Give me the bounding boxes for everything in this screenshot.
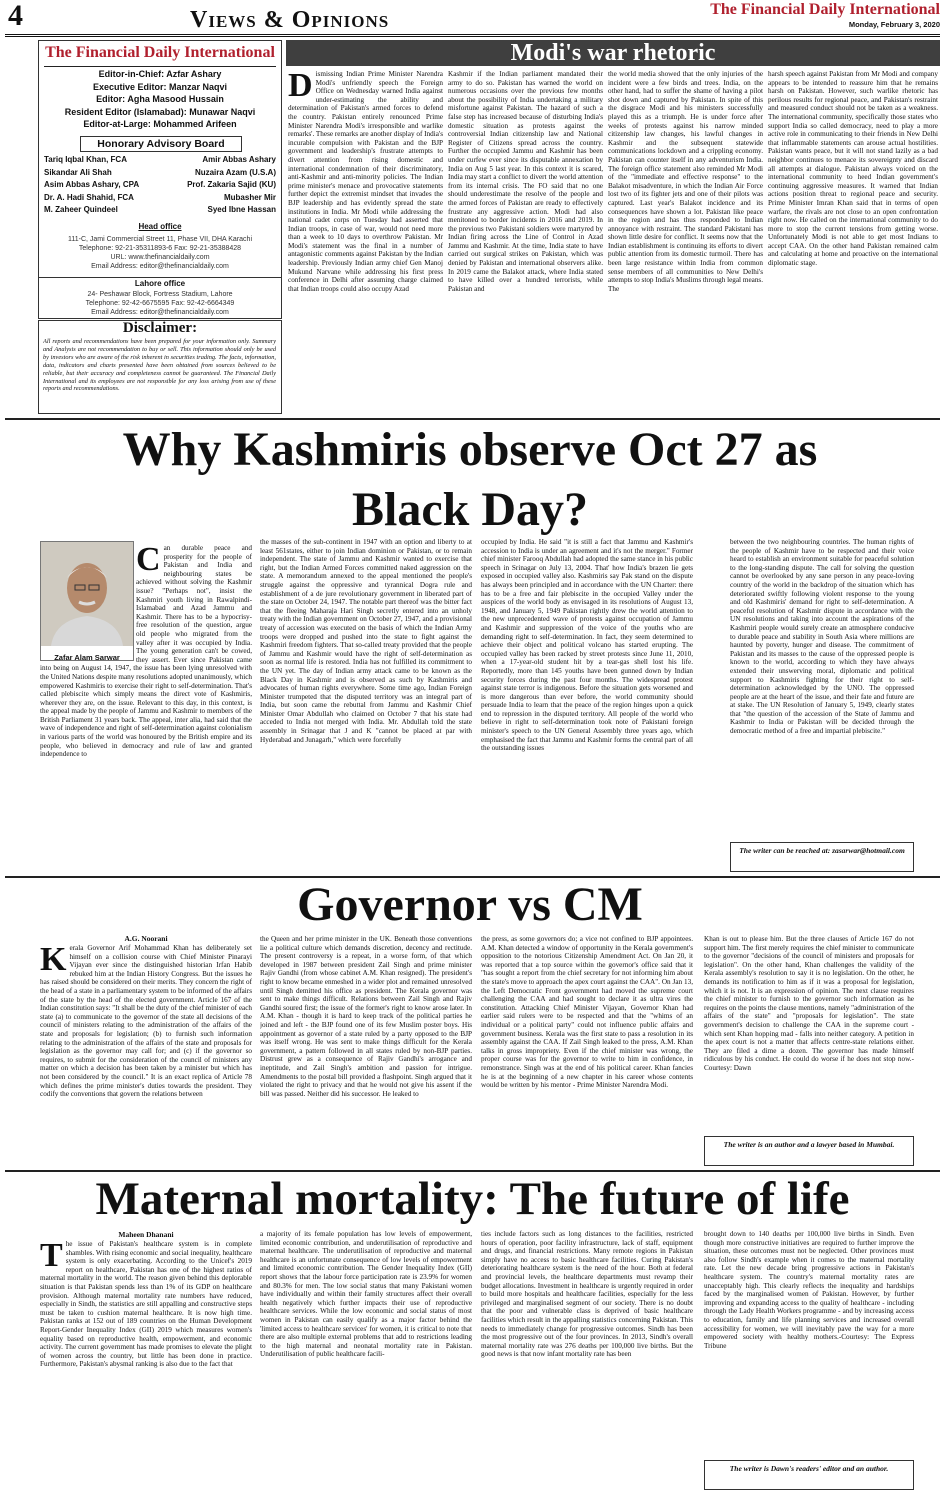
editor-line: Editor-in-Chief: Azfar Ashary <box>98 69 222 79</box>
article3-column-4: brought down to 140 deaths per 100,000 live births in Sindh. Even though more constructive initiatives are required to further improve the situation, these outcomes must not be neglected. Other provinces must also follow Sindh's example when it comes to the maternal mortality rate. Let the new decade bring progressive actions in Pakistan's healthcare system. The country's maternal mortality rates are unacceptably high. This clearly reflects the inequality and hardships faced by the marginalised women of Pakistan. However, by further improving and expanding access to the quality of healthcare - including through the Lady Health Workers programme - and by increasing access to education, family and life planning services and increased overall accessibility for women, we will inevitably pave the way for a more empowered society with healthy mothers.-Courtesy: The Express Tribune <box>704 1230 914 1350</box>
advisory-board-list <box>44 154 276 217</box>
article1-column-1 <box>40 544 252 871</box>
advisory-board-title: Honorary Advisory Board <box>80 136 242 152</box>
article1-text: an durable peace and prosperity for the people of Pakistan and India and neighbouring states be achieved without solving the Kashmir issue? "Perhaps not", insist the Kashmiri youth living in Rawalpindi-Islamabad and Azad Jammu and Kashmir. There has to be a hypocrisy-free resolution of the question, argue old people who migrated from the valley after it was occupied by India. The young generation can't be cowed, they assert. Ever since Pakistan came into being on August 14, 1947, the issue has been lying unresolved with the United Nations despite many resolutions adopted unanimously, which empowered Kashmiris to exercise their right to self-determination. That's called plebiscite which simply means the direct vote of Kashmiris, wherever they are, on the issue. Relevant to this day, in this context, is the appeal made by the people of Jammu and Kashmir to members of the British Parliament 31 years back. The appeal, inter alia, had said that the wave of independence and right of self-determination against colonialism in various parts of the world was honoured by the British empire and its people, who believed in democracy and rule of law and granted independence to <box>40 544 252 759</box>
sidebar-masthead: The Financial Daily International <box>45 44 275 61</box>
editorial-title: Modi's war rhetoric <box>510 40 716 66</box>
header-masthead: The Financial Daily International <box>710 1 940 18</box>
board-member: Asim Abbas Ashary, CPA <box>44 180 140 189</box>
board-member: Prof. Zakaria Sajid (KU) <box>187 180 276 189</box>
lahore-office-title: Lahore office <box>134 279 186 288</box>
article3-column-2: a majority of its female population has low levels of empowerment, limited economic contribution, and underutilisation of reproductive and maternal healthcare. The underutilisation of reproductive and maternal healthcare is an unfortunate consequence of low levels of empowerment and limited economic contribution. The Gender Inequality Index (GII) report shows that the labour force participation rate is 23.9% for women and 80.3% for men. The low social status that many Pakistani women have individually and within their family structures affect their overall health negatively which further impacts their use of reproductive healthcare services. While the low economic and social status of most women in Pakistan can easily qualify as a major factor behind the 'limited access to healthcare services' for women, it is critical to note that there are also multiple external problems that add to restrictions leading to the high maternal and neonatal mortality rate in Pakistan. Underutilisation of public healthcare facili- <box>260 1230 472 1359</box>
editorial-column-3: the world media showed that the only injuries of the incident were a few birds and trees. India, on the other hand, had to suffer the shame of having a pilot shot down and captured by Pakistan. In spite of this the disgrace Modi and his ministers successfully played this as a triumph. He is under force after weeks of protests against his narrow minded citizenship law changes, his lawful changes in Kashmir and the subsequent statewide communications lockdown and a crippling economy. Pakistan can counter itself in any adventurism India. The foreign office statement also reminded Mr Modi of the "immediate and effective response" to the Balakot misadventure, in which the Indian Air Force lost two of its fighter jets and one of their pilots was captured. Last year's Balakot incidence and its consequences have shown a lot. Pakistan like peace in the region and has thus responded to Indian annoyance with restraint. The standard Pakistani has shown little desire for conflict. It seems now that the Indian establishment is continuing its efforts to divert public attention from its domestic turmoil. There has been large resistance within India from common sense members of all communities to New Delhi's attempts to stop India's Muslims through legal means. The <box>608 70 763 293</box>
article1-column-4: between the two neighbouring countries. The human rights of the people of Kashmir have to be respected and their voice heard to establish an environment suitable for peaceful solution to the long-standing dispute. The call for solving the question cannot be overlooked by any sane person in any peace-loving country of the world in the backdrop of the situation which has deteriorated swiftly following violent response to the young and old Kashmiris' demand for right to self-determination. A peaceful resolution of Kashmir dispute in accordance with the UN resolutions and taking into account the aspirations of the Kashmiri people would surely create an atmosphere conducive to durable peace and stability in South Asia where millions are haunted by poverty, hunger and disease. The commitment of Pakistan and its masses to the cause of the oppressed people is known to the world, according to which they have always extended their unswerving moral, diplomatic and political support to Kashmiris fighting for their right to self-determination acknowledged by the UNO. The oppressed people are at the heart of the issue, and their fate and future are at stake. The UN Resolution of January 5, 1949, clearly states that "the question of the accession of the State of Jammu and Kashmir to India or Pakistan will be decided through the democratic method of a free and impartial plebiscite." <box>730 538 914 736</box>
address-line: 24- Peshawar Block, Fortress Stadium, Lahore <box>87 291 233 298</box>
lahore-office-address <box>40 290 280 317</box>
address-line: Email Address: editor@thefinancialdaily.com <box>91 309 229 316</box>
article3-writer-note: The writer is Dawn's readers' editor and an author. <box>704 1460 914 1490</box>
article3-text: he issue of Pakistan's healthcare system is in complete shambles. With rising economic and social inequality, healthcare system is only exacerbating. According to the Unicef's 2019 report on healthcare, Pakistan has one of the highest ratios of maternal mortality in the world. The reason given behind this deplorable situation is that Pakistan spends less than 1% of its GDP on healthcare provision. Although maternal mortality rate numbers have reduced, especially in Sindh, the statistics are still appalling and constructive steps must be taken to cushion maternal healthcare. It is now high time. Pakistan ranks at 152 out of 189 countries on the Human Development Report-Gender Inequality Index (GII) 2019 which measures women's equality based on reproductive health, empowerment, and economic activity. The current government has made promises to elevate the plight of women across the country, but little has been done in practice. Furthermore, Pakistan's abysmal ranking is also due to the fact that <box>40 1240 252 1369</box>
article1-writer-note: The writer can be reached at: zasarwar@hotmail.com <box>730 842 914 872</box>
head-office-title: Head office <box>138 222 182 231</box>
article1-column-3: occupied by India. He said "it is still a fact that Jammu and Kashmir's accession to India is under an agreement and it's not the merger." Former chief minister Farooq Abdullah had adopted the same stance in his public speech in Srinagar on July 13, 2004. That' how India's brazen lie gets exposed in occupied valley also. Kashmiris say Pak stand on the dispute has always been principled and in accordance with the UN Charter: there has to be a free and fair plebiscite in the occupied Valley under the auspices of the world body as envisaged in its resolutions of August 13, 1948, and January 5, 1949 Pakistan rightly drew the world attention to the new unprecedented wave of protests against occupation of Jammu and Kashmir and suppression of the voice of the youths who are demanding right to self-determination. In fact, they seem determined to achieve their object and political volcano has started erupting. The occupied valley has been racked by street protests since June 11, 2010, when a 17-year-old student hit by a tear-gas shell lost his life. Reportedly, more than 145 youths have been gunned down by Indian security forces during the past four months. The widespread protest against state terror is indigenous. Before the situation gets worsened and is more dangerous than ever before, the world community should persuade India to learn that the peace of the region hinges upon a quick end to repression in the disputed territory. All people of the world who believe in right to self-determination took note of Pakistani foreign minister's speech to the UN General Assembly three years ago, which emphasised the fact that Jammu and Kashmir forms the central part of all the outstanding issues <box>481 538 693 753</box>
board-row <box>44 204 276 217</box>
editorial-column-4: harsh speech against Pakistan from Mr Modi and company appears to be intended to reassure him that he remains harsh on Pakistan. However, such warlike rhetoric has perilous results for regional peace, and Pakistan's restraint and measured conduct should not be taken as a weakness. The international community, specifically those states who support India so called democracy, need to play a more active role in communicating to their friends in New Delhi that inflammable statements can arouse actual hostilities. Pakistan wants peace, but it will not stand lazily as a bad neighbor continues to menace its sovereignty and discard all attempts at dialogue. Pakistan always voiced on the international community to heed Indian government's continuing aggressive measures. It warned that Indian actions position threat to regional peace and security. Prime Minister Imran Khan said that in terms of open warfare, the rivals are not close to an open confrontation right now. He called on the international community to do more to stop the current tensions from getting worse. Unfortunately Modi is not able to get most Indians to accept CAA. On the other hand Pakistan remained calm and calculating at home and proactive on the international diplomatic stage. <box>768 70 938 268</box>
drop-cap: T <box>40 1240 63 1274</box>
address-line: Email Address: editor@thefinancialdaily.com <box>91 263 229 270</box>
photo-spacer <box>40 544 136 664</box>
board-member: M. Zaheer Quindeel <box>44 205 118 214</box>
article2-title: Governor vs CM <box>297 878 643 931</box>
author-caption: Zafar Alam Sarwar <box>54 653 120 662</box>
board-member: Dr. A. Hadi Shahid, FCA <box>44 192 134 202</box>
board-member: Mubasher Mir <box>223 192 276 202</box>
editor-line: Resident Editor (Islamabad): Munawar Naqvi <box>64 106 256 117</box>
address-line: 111-C, Jami Commercial Street 11, Phase VII, DHA Karachi <box>67 236 252 243</box>
editor-line: Editor: Agha Masood Hussain <box>96 94 224 105</box>
board-member: Tariq Iqbal Khan, FCA <box>44 155 127 164</box>
sidebar-rule <box>44 66 276 67</box>
board-member: Sikandar Ali Shah <box>44 167 112 177</box>
article3-column-3: ties include factors such as long distances to the facilities, restricted hours of operation, poor facility infrastructure, lack of staff, equipment and drugs, and financial restrictions. Many remote regions in Pakistan simply have no access to basic healthcare facilities. Curing Pakistan's deteriorating healthcare system is the need of the hour. Both at federal and provincial levels, the healthcare departments must revamp their budget allocations. Investment in healthcare is urgently required in order to build more hospitals and healthcare facilities, especially for the less privileged and marginalised segment of our society. There is no doubt that the poor and vulnerable class is deprived of basic healthcare facilities which result in the appalling statistics concerning Pakistan. This needs to immediately change for progressive outcomes. Sindh has been the most progressive out of the four provinces. In 2013, Sindh's overall maternal mortality rate was 276 deaths per 100,000 live births. But the good news is that now infant mortality rate has been <box>481 1230 693 1359</box>
article1-column-2: the masses of the sub-continent in 1947 with an option and liberty to at least 561states, either to join Indian dominion or Pakistan, or to remain independent. The state of Jammu and Kashmir wanted to exercise that right, but the Indian Armed Forces committed naked aggression on the state. A memorandum annexed to the appeal mentioned the people's struggle against the oppressive and tyrannical Dogra rule and establishment of a de jure revolutionary government in liberated part of the state on October 24, 1947. The notable part thereof was the bitter fact that the fleeing Maharaja Hari Singh secretly entered into an unholy treaty with the Indian government on October 27, 1947, and a provisional treaty of accession was executed on the basis of which the Indian Army troops were dropped and pushed into the state to fight against the Kashmiri freedom fighters. That so-called treaty provided that the people of Jammu and Kashmir would have the right of self-determination as soon as normal life is restored. India has not fulfilled its commitment to the UN yet. The day of Indian army attack came to be known as the Black Day in Kashmir and is observed as such by Kashmiris and advocates of human rights everywhere. Some time ago, Indian Foreign Minister trumpeted that the disputed territory was an integral part of India, but soon came the rebuttal from Jammu and Kashmir Chief Minister Omar Abdullah who claimed on October 7 that his state had acceded to India not merged with India. Mr. Abdullah told the state assembly in Srinagar that J and K "cannot be placed at par with Hyderabad and Junagarh," which were forcefully <box>260 538 472 744</box>
disclaimer-title: Disclaimer: <box>122 320 198 336</box>
section-title: Views & Opinions <box>190 7 390 33</box>
article2-column-2: the Queen and her prime minister in the UK. Beneath those conventions lie a political culture which demands discretion, decency and rectitude. The present controversy is a repeat, in a worse form, of that which developed in 1987 between president Zail Singh and prime minister Rajiv Gandhi (from whose cabinet A.M. Khan resigned). The president's right to know became enmeshed in a wider plot and remained unresolved until Singh demitted his office as president. The Kerala governor was sent to make things difficult. Relations between Zail Singh and Rajiv Gandhi soured first; the issue of the former's right to know arose later. In A.M. Khan - though it is hard to keep track of the political parties he joined and left - the BJP found one of its few Muslim poster boys. His appointment as governor of a state ruled by a party opposed to the BJP was itself wrong. He was sent to make things difficult for the Kerala government, a pattern followed in all states ruled by non-BJP parties. Distrust grew as a consequence of Rajiv Gandhi's arrogance and ineptitude, and Zail Singh's ambition and passion for intrigue. Amendments to the postal bill provided a flashpoint. Singh argued that it violated the right to privacy and that he would not give his assent if the bill was passed. Neither did his successor. He leaked to <box>260 935 472 1098</box>
drop-cap: C <box>136 544 161 578</box>
editor-line: Executive Editor: Manzar Naqvi <box>92 81 228 92</box>
disclaimer-text: All reports and recommendations have been prepared for your information only. Summary and Analysis are not recommendation to buy or sell. This information should only be used by investors who are aware of the risk inherent in securities trading. The facts, information, data, indicators and charts presented have been obtained from sources believed to be reliable, but their accuracy and completeness cannot be guaranteed. The Financial Daily International and its employees are not responsible for any loss arising from use of these reports and recommendations. <box>43 338 276 393</box>
article2-column-3: the press, as some governors do; a vice not confined to BJP appointees. A.M. Khan detected a window of opportunity in the Kerala government's opposition to the notorious Citizenship Amendment Act. On Jan 20, it was reported that a top source within the governor's office said that it "has sought a report from the chief secretary for not informing him about the state's move to approach the apex court against the CAA". On Jan 13, the Left Democratic Front government had moved the supreme court challenging the CAA and had sought to declare it as ultra vires the constitution. Attacking Chief Minister Vijayan, Governor Khan had earlier said rulers were to be respected and that the "whims of an individual or a political party" could not influence public affairs and government business. Kerala was the first state to pass a resolution in its assembly against the CAA. If Zail Singh leaked to the press, A.M. Khan talks in gross impropriety. Even if the chief minister was wrong, the proper course was for the governor to write to him in confidence, in remonstrance. Singh was at the end of his political career. Khan fancies he is at the beginning of a new chapter in his career whose contents would be written by his mentor - Prime Minister Narendra Modi. <box>481 935 693 1090</box>
board-row <box>44 154 276 167</box>
editorial-text: ismissing Indian Prime Minister Narendra Modi's unfriendly speech the Foreign Office on Wednesday warned India against under-estimating the ability and determination of Pakistan's armed forces to defend the country. Pakistan entirely renounced Prime Minister Narendra Modi's irresponsible and warlike remarks'. These remarks are another display of India's incurable compulsion with Pakistan and the BJP government and leadership's frustrate attempts to divert attention from rising domestic and international condemnation of their discriminatory, anti-Kashmir and anti-minority policies. The Indian prime minister's menace and provocative statements further depict the extremist mindset that invades the BJP leadership and has evidently spread the state institutions in India. Mr Modi while addressing the national cadet corps on Tuesday had asserted that Indian troops, in case of war, would not need more than a week to 10 days to overthrow Pakistan. Mr Modi's statement was the final in a number of antagonistic comments against Pakistan by the Indian leadership. Previously Indian army chief Gen Manoj Mukund Narvane while addressing his first press conference in Delhi after assuming charge claimed that Indian troops could also occupy Azad <box>288 70 443 293</box>
address-line: URL: www.thefinancialdaily.com <box>110 254 210 261</box>
editorial-column-1 <box>288 70 443 414</box>
board-member: Amir Abbas Ashary <box>202 155 276 164</box>
article3-column-1 <box>40 1240 252 1490</box>
board-row <box>44 192 276 205</box>
board-member: Syed Ibne Hassan <box>207 205 276 214</box>
article1-title: Why Kashmiris observe Oct 27 as Black Day? <box>122 423 818 536</box>
article2-text: erala Governor Arif Mohammad Khan has deliberately set himself on a collision course with Chief Minister Pinarayi Vijayan ever since the distinguished historian Irfan Habib rebuked him at the Indian History Congress. But the issues he has raised should be considered on their merits. They concern the right of the head of a state in a parliamentary system to be informed of the affairs of the state by the head of the elected government. Article 167 of the Indian constitution says: "It shall be the duty of the chief minister of each state (a) to communicate to the governor of the state all decisions of the council of ministers relating to the administration of the affairs of the state and proposals for legislation; (b) to furnish such information relating to the administration of the affairs of the state and proposals for legislation as the governor may call for; and (c) if the governor so requires, to submit for the consideration of the council of ministers any matter on which a decision has been taken by a minister but which has not been considered by the council." It is an exact replica of Article 78 which defines the prime minister's duties towards the president. They codify the conventions that govern the relations between <box>40 944 252 1099</box>
board-row <box>44 179 276 192</box>
article2-column-1 <box>40 944 252 1166</box>
head-office-address <box>40 235 280 271</box>
address-line: Telephone: 92-42-6675595 Fax: 92-42-6664349 <box>85 300 235 307</box>
article2-column-4: Khan is out to please him. But the three clauses of Article 167 do not support him. The first merely requires the chief minister to communicate to the governor "decisions of the council of ministers and proposals for legislation". On the other hand, Khan challenges the validity of the Kerala assembly's resolution to say it is no legislation. On the other, he demands its notification to him as if it was a proposal for legislation, which it is not. It is an expression of opinion. The next clause requires the chief minister to furnish to the governor such information as he requires on the points the clause mentions, namely "administration of the affairs of the state" and "proposals for legislation". The state government's decision to challenge the CAA in the supreme court - which sent Khan hopping mad - falls into neither category. A petition in the apex court is not a matter that affects centre-state relations either. They are filed a dime a dozen. The governor has made himself ridiculous by his conduct. He could do worse if he does not stop now.-Courtesy: Dawn <box>704 935 914 1072</box>
board-member: Nuzaira Azam (U.S.A) <box>194 167 276 177</box>
board-row <box>44 167 276 180</box>
article2-writer-note: The writer is an author and a lawyer based in Mumbai. <box>704 1136 914 1166</box>
article2-byline: A.G. Noorani <box>124 934 168 943</box>
header-rule <box>5 34 940 37</box>
editor-line: Editor-at-Large: Mohammed Arifeen <box>83 119 237 130</box>
article3-byline: Maheen Dhanani <box>118 1230 174 1239</box>
sidebar-editors <box>40 68 280 131</box>
page-number: 4 <box>8 0 23 32</box>
drop-cap: D <box>288 70 313 104</box>
address-line: Telephone: 92-21-35311893-6 Fax: 92-21-35388428 <box>78 245 242 252</box>
header-date: Monday, February 3, 2020 <box>848 20 940 29</box>
article3-title: Maternal mortality: The future of life <box>95 1173 850 1225</box>
editorial-column-2: Kashmir if the Indian parliament mandated their army to do so. Pakistan has warned the world on numerous occasions over the previous few months about the possibility of India undertaking a military misfortune against Pakistan. The hazard of such a false step has increased because of disturbing India's domestic situation as protests against the controversial Indian citizenship law and National Register of Citizens spread across the country. Further the occupied Jammu and Kashmir has been under curfew ever since its disputable annexation by India on Aug 5 last year. In this context it is scared, India may start a conflict to divert the world attention from its internal crisis. The FO said that no one should underestimate the resolve of the people and the armed forces of Pakistan are ready to effectively frustrate any aggressive action. Modi had also menitoned to border incidents in 2016 and 2019. In the previous two Pakistani soldiers were martyred by Indian firing across the Line of Control in Azad Jammu and Kashmir. At the time, India state to have carried out surgical strikes on Pakistan, which was denied by Pakistan and international observers alike. In 2019 came the Balakot attack, where India stated to have killed over a hundred terrorists, while Pakistan and <box>448 70 603 293</box>
drop-cap: K <box>40 944 67 978</box>
